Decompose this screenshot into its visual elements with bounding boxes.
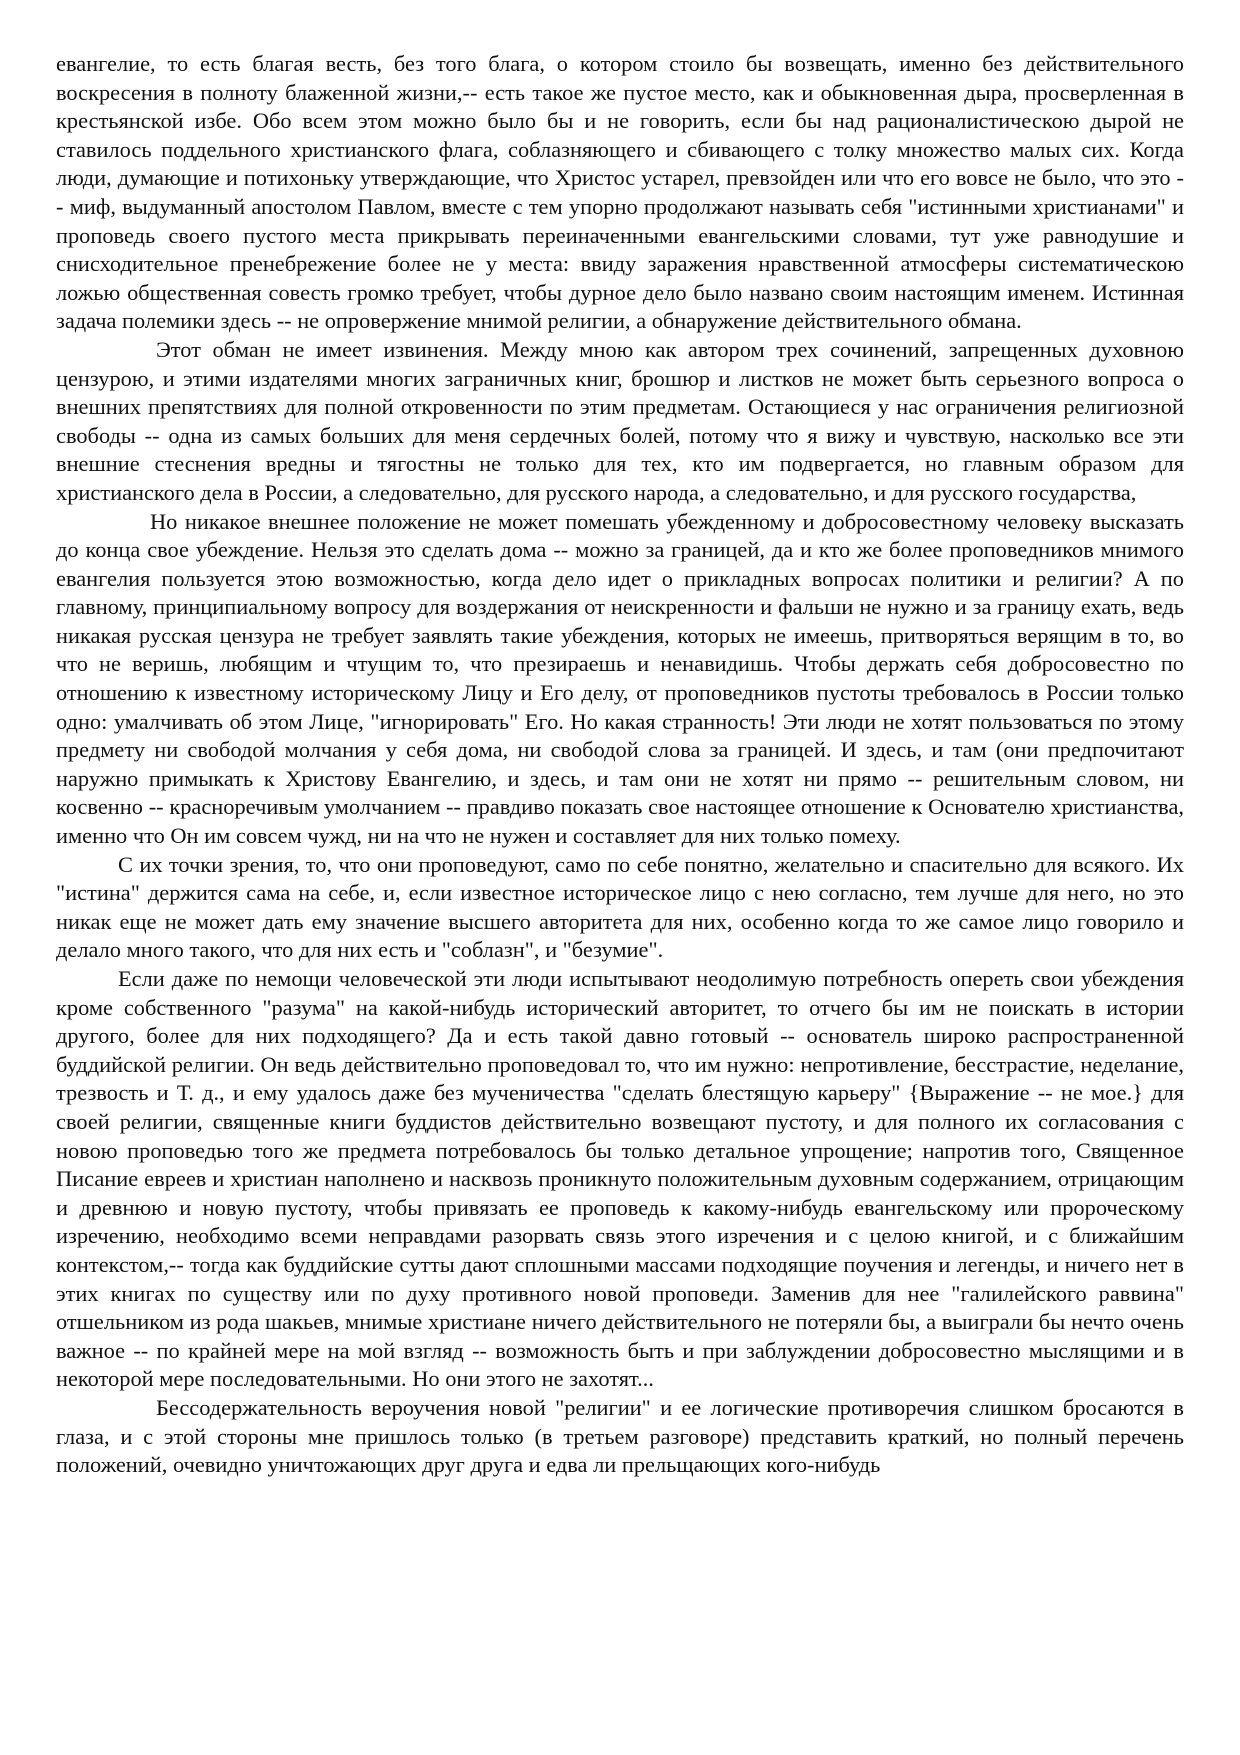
document-page: [56, 50, 1184, 1480]
paragraph-2: Этот обман не имеет извинения. Между мною как автором трех сочинений, запрещенных духовною цензурою, и этими издателями многих заграничных книг, брошюр и листков не может быть серьезного вопроса о внешних препятствиях для полной откровенности по этим предметам. Остающиеся у нас ограничения религиозной свободы -- одна из самых больших для меня сердечных болей, потому что я вижу и чувствую, насколько все эти внешние стеснения вредны и тягостны не только для тех, кто им подвергается, но главным образом для христианского дела в России, а следовательно, для русского народа, а следовательно, и для русского государства,: [56, 336, 1184, 505]
paragraph-3: Но никакое внешнее положение не может помешать убежденному и добросовестному человеку высказать до конца свое убеждение. Нельзя это сделать дома -- можно за границей, да и кто же более проповедников мнимого евангелия пользуется этою возможностью, когда дело идет о прикладных вопросах политики и религии? А по главному, принципиальному вопросу для воздержания от неискренности и фальши не нужно и за границу ехать, ведь никакая русская цензура не требует заявлять такие убеждения, которых не имеешь, притворяться верящим в то, во что не веришь, любящим и чтущим то, что презираешь и ненавидишь. Чтобы держать себя добросовестно по отношению к известному историческому Лицу и Его делу, от проповедников пустоты требовалось в России только одно: умалчивать об этом Лице, "игнорировать" Его. Но какая странность! Эти люди не хотят пользоваться по этому предмету ни свободой молчания у себя дома, ни свободой слова за границей. И здесь, и там (они предпочитают наружно примыкать к Христову Евангелию, и здесь, и там они не хотят ни прямо -- решительным словом, ни косвенно -- красноречивым умолчанием -- правдиво показать свое настоящее отношение к Основателю христианства, именно что Он им совсем чужд, ни на что не нужен и составляет для них только помеху.: [56, 508, 1184, 849]
paragraph-4: С их точки зрения, то, что они проповедуют, само по себе понятно, желательно и спасительно для всякого. Их "истина" держится сама на себе, и, если известное историческое лицо с нею согласно, тем лучше для него, но это никак еще не может дать ему значение высшего авторитета для них, особенно когда то же самое лицо говорило и делало много такого, что для них есть и "соблазн", и "безумие".: [56, 851, 1184, 963]
paragraph-5: Если даже по немощи человеческой эти люди испытывают неодолимую потребность опереть свои убеждения кроме собственного "разума" на какой-нибудь исторический авторитет, то отчего бы им не поискать в истории другого, более для них подходящего? Да и есть такой давно готовый -- основатель широко распространенной буддийской религии. Он ведь действительно проповедовал то, что им нужно: непротивление, бесстрастие, неделание, трезвость и Т. д., и ему удалось даже без мученичества "сделать блестящую карьеру" {Выражение -- не мое.} для своей религии, священные книги буддистов действительно возвещают пустоту, и для полного их согласования с новою проповедью того же предмета потребовалось бы только детальное упрощение; напротив того, Священное Писание евреев и христиан наполнено и насквозь проникнуто положительным духовным содержанием, отрицающим и древнюю и новую пустоту, чтобы привязать ее проповедь к какому-нибудь евангельскому или пророческому изречению, необходимо всеми неправдами разорвать связь этого изречения и с целою книгой, и с ближайшим контекстом,-- тогда как буддийские сутты дают сплошными массами подходящие поучения и легенды, и ничего нет в этих книгах по существу или по духу противного новой проповеди. Заменив для нее "галилейского раввина" отшельником из рода шакьев, мнимые христиане ничего действительного не потеряли бы, а выиграли бы нечто очень важное -- по крайней мере на мой взгляд -- возможность быть и при заблуждении добросовестно мыслящими и в некоторой мере последовательными. Но они этого не захотят...: [56, 966, 1184, 1392]
paragraph-6: Бессодержательность вероучения новой "религии" и ее логические противоречия слишком бросаются в глаза, и с этой стороны мне пришлось только (в третьем разговоре) представить краткий, но полный перечень положений, очевидно уничтожающих друг друга и едва ли прельщающих кого-нибудь: [56, 1394, 1184, 1478]
paragraph-1: евангелие, то есть благая весть, без того блага, о котором стоило бы возвещать, именно без действительного воскресения в полноту блаженной жизни,-- есть такое же пустое место, как и обыкновенная дыра, просверленная в крестьянской избе. Обо всем этом можно было бы и не говорить, если бы над рационалистическою дырой не ставилось поддельного христианского флага, соблазняющего и сбивающего с толку множество малых сих. Когда люди, думающие и потихоньку утверждающие, что Христос устарел, превзойден или что его вовсе не было, что это -- миф, выдуманный апостолом Павлом, вместе с тем упорно продолжают называть себя "истинными христианами" и проповедь своего пустого места прикрывать переиначенными евангельскими словами, тут уже равнодушие и снисходительное пренебрежение более не у места: ввиду заражения нравственной атмосферы систематическою ложью общественная совесть громко требует, чтобы дурное дело было названо своим настоящим именем. Истинная задача полемики здесь -- не опровержение мнимой религии, а обнаружение действительного обмана.: [56, 51, 1184, 334]
